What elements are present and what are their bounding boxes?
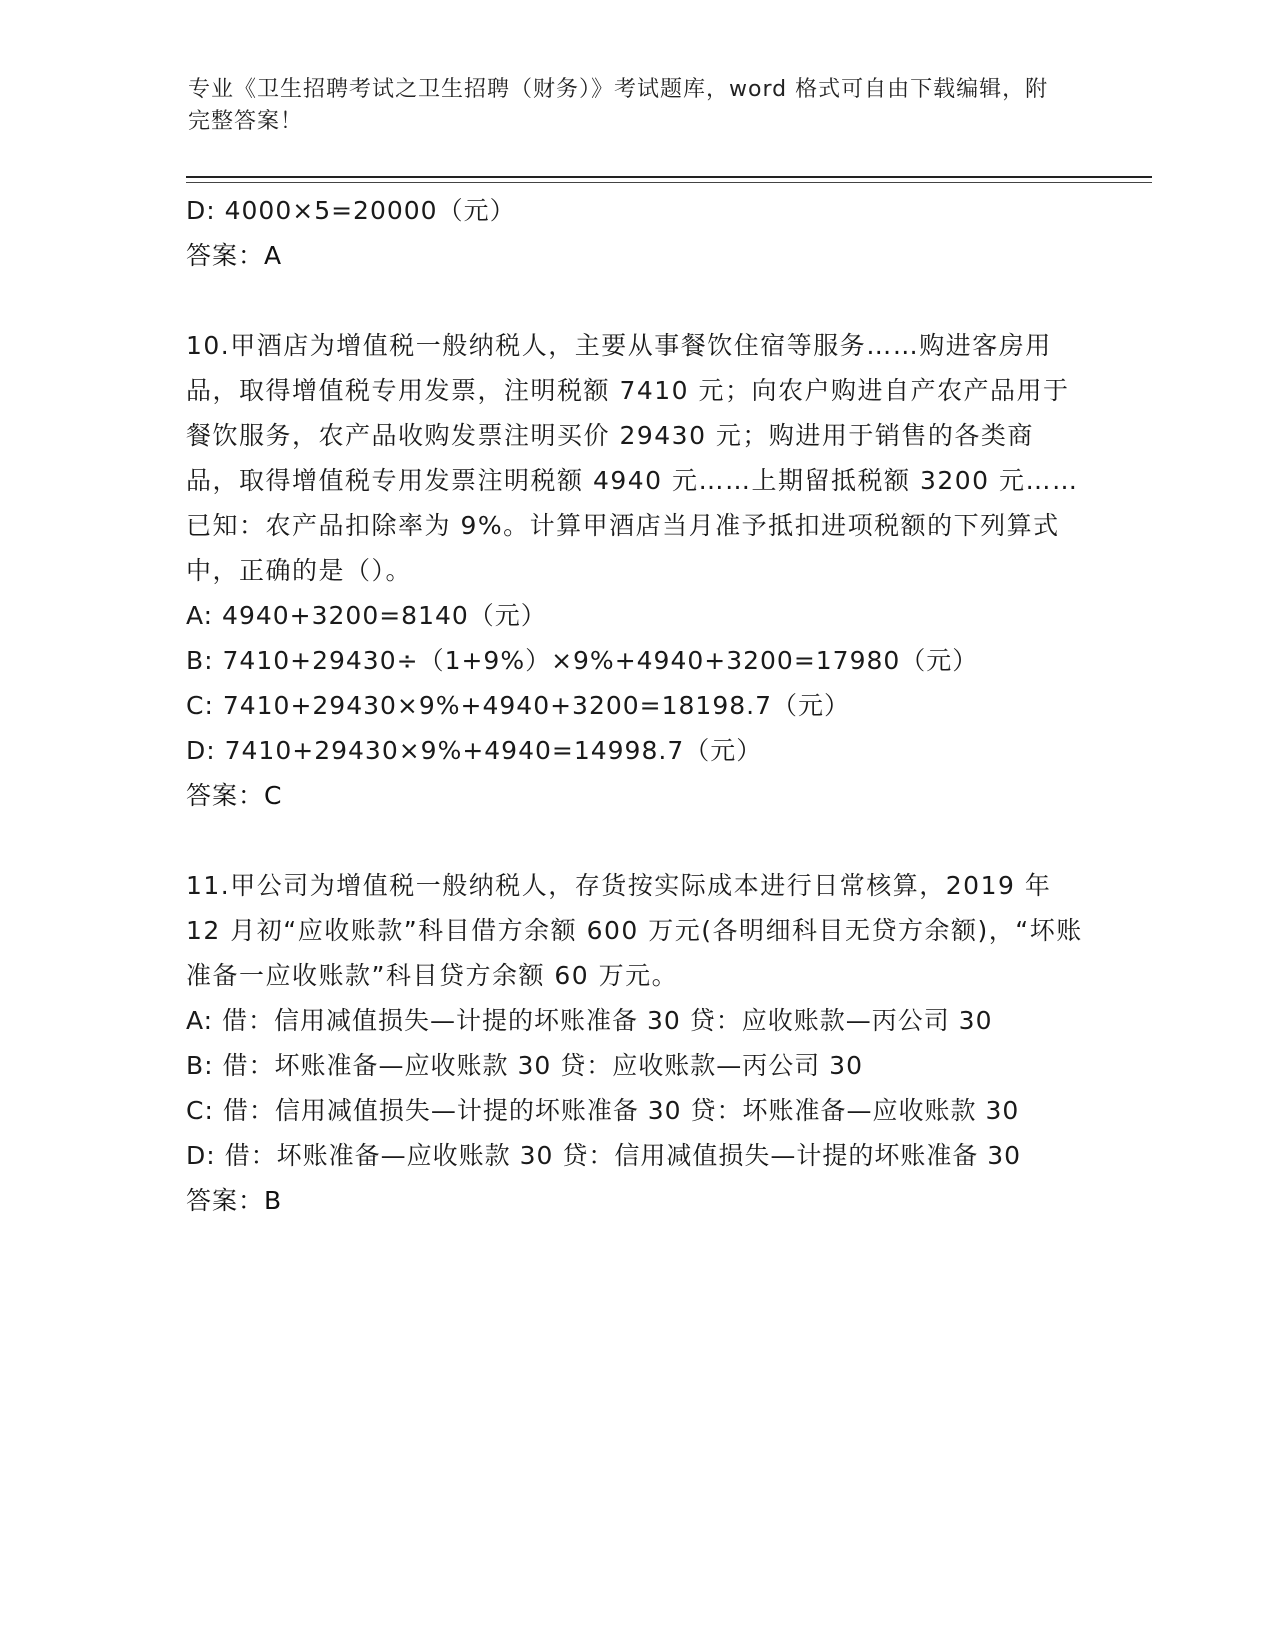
question-10-option-c: C: 7410+29430×9%+4940+3200=18198.7（元） bbox=[186, 691, 851, 720]
header-note: 专业《卫生招聘考试之卫生招聘（财务）》考试题库，word 格式可自由下载编辑，附完整答案！ bbox=[188, 77, 1049, 134]
question-content bbox=[186, 188, 1086, 1223]
question-10-answer: 答案：C bbox=[186, 781, 283, 810]
question-10-text: 10.甲酒店为增值税一般纳税人，主要从事餐饮住宿等服务……购进客房用品，取得增值税专用发票，注明税额 7410 元；向农户购进自产农产品用于餐饮服务，农产品收购发票注明买价 29430 元；购进用于销售的各类商品，取得增值税专用发票注明税额 4940 元……上期留抵税额 3200 元……已知：农产品扣除率为 9%。计算甲酒店当月准予抵扣进项税额的下列算式中，正确的是（）。 bbox=[186, 331, 1079, 585]
question-10-option-d: D: 7410+29430×9%+4940=14998.7（元） bbox=[186, 736, 763, 765]
prev-option-d: D: 4000×5=20000（元） bbox=[186, 196, 516, 225]
question-11-answer: 答案：B bbox=[186, 1186, 283, 1215]
question-11-option-c: C: 借：信用减值损失—计提的坏账准备 30 贷：坏账准备—应收账款 30 bbox=[186, 1096, 1020, 1125]
question-11-text: 11.甲公司为增值税一般纳税人，存货按实际成本进行日常核算，2019 年 12 月初“应收账款”科目借方余额 600 万元(各明细科目无贷方余额)，“坏账准备一应收账款”科目贷方余额 60 万元。 bbox=[186, 871, 1083, 990]
spacer bbox=[186, 278, 1086, 323]
question-10 bbox=[186, 323, 1086, 818]
question-10-option-a: A: 4940+3200=8140（元） bbox=[186, 601, 547, 630]
question-11 bbox=[186, 863, 1086, 1223]
header-rule-thin bbox=[186, 182, 1152, 183]
prev-answer: 答案：A bbox=[186, 241, 283, 270]
header-rule-thick bbox=[186, 176, 1152, 178]
question-11-option-d: D: 借：坏账准备—应收账款 30 贷：信用减值损失—计提的坏账准备 30 bbox=[186, 1141, 1022, 1170]
spacer bbox=[186, 818, 1086, 863]
question-10-option-b: B: 7410+29430÷（1+9%）×9%+4940+3200=17980（元） bbox=[186, 646, 979, 675]
question-11-option-b: B: 借：坏账准备—应收账款 30 贷：应收账款—丙公司 30 bbox=[186, 1051, 863, 1080]
question-11-option-a: A: 借：信用减值损失—计提的坏账准备 30 贷：应收账款—丙公司 30 bbox=[186, 1006, 993, 1035]
